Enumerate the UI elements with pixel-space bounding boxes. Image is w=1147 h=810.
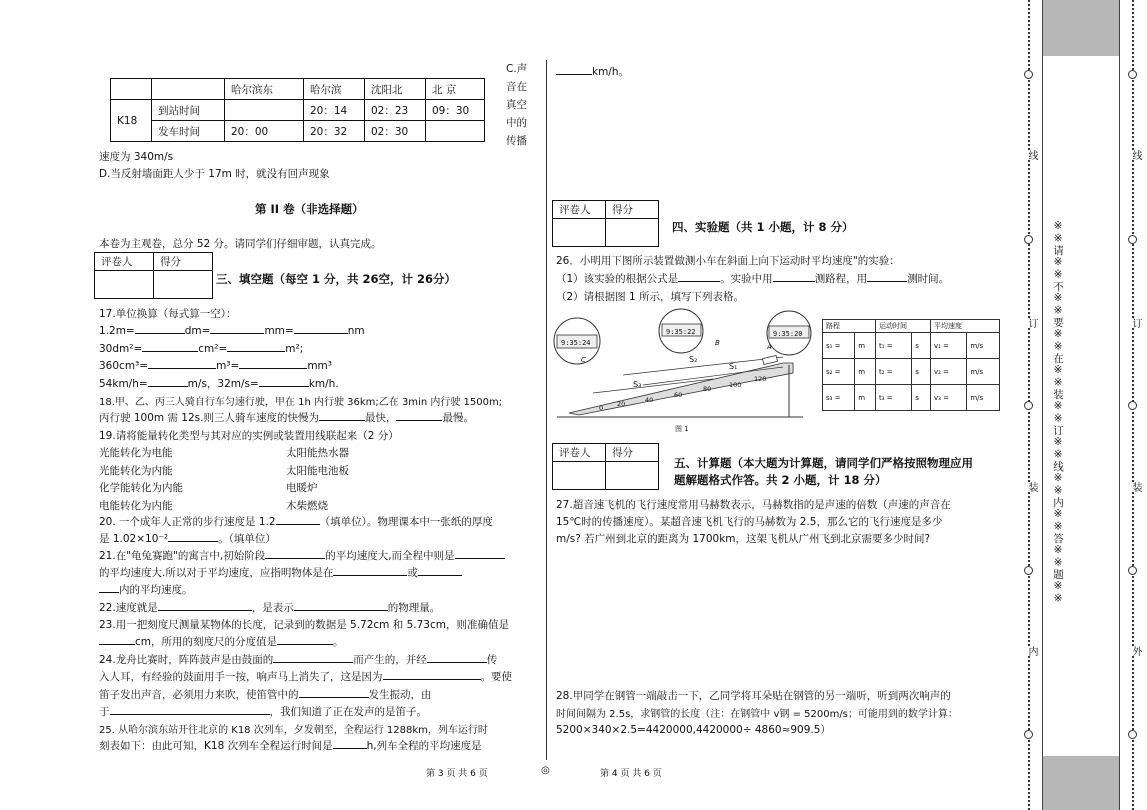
ruler-tick: 40 bbox=[645, 396, 654, 404]
schedule-header-cell: 哈尔滨 bbox=[304, 79, 365, 100]
clock-b-time: 9:35:22 bbox=[666, 328, 696, 336]
clock-c-letter: C bbox=[581, 356, 586, 364]
q17-text: 360cm³= bbox=[99, 360, 149, 372]
schedule-header-cell bbox=[111, 79, 152, 100]
section5-title-line1: 五、计算题（本大题为计算题，请同学们严格按照物理应用 bbox=[674, 456, 973, 470]
clock-a-time: 9:35:20 bbox=[773, 330, 803, 338]
q17-text: mm³ bbox=[307, 360, 332, 372]
q23-line2 bbox=[99, 634, 344, 649]
q24-line3 bbox=[99, 687, 432, 702]
schedule-cell: 20：32 bbox=[304, 121, 365, 142]
q22-line bbox=[99, 600, 440, 615]
q17-text: m²; bbox=[285, 343, 304, 355]
section3-title: 三、填空题（每空 1 分，共 26空，计 26分） bbox=[216, 272, 457, 286]
q25-tail bbox=[556, 64, 629, 79]
binding-warning-text: ※※请※※不※※要※※在※※装※※订※※线※※内※※答※※题※※ bbox=[1052, 220, 1064, 605]
q22-text: ，是表示 bbox=[251, 602, 294, 614]
q24-text: 入人耳，有经验的鼓面用手一按，响声马上消失了，这是因为 bbox=[99, 671, 383, 683]
answer-blank[interactable] bbox=[396, 410, 442, 421]
q17-text: km/h. bbox=[308, 378, 339, 390]
q24-text: 于 bbox=[99, 706, 110, 718]
schedule-header-cell: 北 京 bbox=[426, 79, 485, 100]
q24-text: 而产生的，并经 bbox=[353, 654, 427, 666]
part2-title: 第 II 卷（非选择题） bbox=[255, 202, 364, 216]
answer-blank[interactable] bbox=[299, 687, 369, 698]
q27-line2: 15℃时的传播速度）。某超音速飞机飞行的马赫数为 2.5，那么它的飞行速度是多少 bbox=[556, 516, 943, 528]
measurement-unit[interactable]: m/s bbox=[967, 359, 1000, 385]
answer-blank[interactable] bbox=[99, 582, 119, 593]
binding-hole-icon bbox=[1128, 70, 1137, 79]
answer-blank[interactable] bbox=[158, 600, 252, 611]
ruler-tick: 120 bbox=[754, 375, 767, 383]
q21-text: 内的平均速度。 bbox=[119, 584, 193, 596]
q24-text: 笛子发出声音，必须用力来吹，使笛管中的 bbox=[99, 689, 299, 701]
q21-text: 或 bbox=[407, 567, 418, 579]
q19-right-item[interactable]: 太阳能热水器 bbox=[286, 447, 349, 459]
q24-line2 bbox=[99, 669, 512, 684]
q26-line1: 26．小明用下图所示装置做测小车在斜面上向下运动时平均速度"的实验： bbox=[556, 255, 900, 267]
q17-line1 bbox=[99, 323, 365, 337]
q19-right-list bbox=[286, 445, 349, 515]
schedule-row-label: 到站时间 bbox=[152, 100, 225, 121]
answer-blank[interactable] bbox=[276, 514, 320, 525]
q17-text: m/s，32m/s= bbox=[187, 378, 259, 390]
binding-label-right: 线 bbox=[1130, 150, 1141, 160]
option-c-line: 音在 bbox=[506, 81, 527, 93]
q18-text: 最快， bbox=[364, 412, 397, 424]
q20-line1 bbox=[99, 514, 493, 529]
q19-left-item[interactable]: 光能转化为内能 bbox=[99, 464, 173, 477]
answer-blank[interactable] bbox=[333, 565, 407, 576]
binding-label-right: 订 bbox=[1130, 318, 1141, 328]
binding-gray-block-top bbox=[1042, 0, 1120, 56]
score-box bbox=[94, 252, 213, 299]
q19-right-item[interactable]: 太阳能电池板 bbox=[286, 464, 349, 477]
answer-blank[interactable] bbox=[135, 323, 185, 334]
answer-blank[interactable] bbox=[294, 323, 348, 334]
binding-hole-icon bbox=[1024, 566, 1033, 575]
q18-text: 丙行驶 100m 需 12s.则三人骑车速度的快慢为 bbox=[99, 412, 319, 424]
q20-text: 20. 一个成年人正常的步行速度是 1.2 bbox=[99, 516, 276, 528]
q17-text: nm bbox=[347, 325, 365, 337]
q26-text: 测路程，用 bbox=[814, 273, 868, 285]
score-field[interactable] bbox=[606, 462, 659, 490]
q27-line3: m/s? 若广州到北京的距离为 1700km，这架飞机从广州飞到北京需要多少时间? bbox=[556, 533, 931, 545]
q26-text: 。实验中用 bbox=[720, 273, 773, 285]
answer-blank[interactable] bbox=[142, 341, 198, 352]
q17-line3 bbox=[99, 358, 332, 372]
q23-text: cm，所用的刻度尺的分度值是 bbox=[135, 636, 278, 648]
q25-line2 bbox=[99, 738, 482, 753]
schedule-cell: 20：14 bbox=[304, 100, 365, 121]
ruler-tick: 0 bbox=[599, 404, 604, 412]
measurement-header: 路程 bbox=[823, 320, 876, 333]
grader-label: 评卷人 bbox=[95, 253, 154, 271]
q23-line1: 23.用一把刻度尺测量某物体的长度，记录到的数据是 5.72cm 和 5.73cm，则准确值是 bbox=[99, 619, 509, 631]
q17-line2 bbox=[99, 341, 303, 355]
binding-label-left: 订 bbox=[1026, 318, 1037, 328]
schedule-row-label: 发车时间 bbox=[152, 121, 225, 142]
ruler-tick: 20 bbox=[617, 400, 626, 408]
q17-text: 54km/h= bbox=[99, 378, 148, 390]
clock-c-time: 9:35:24 bbox=[561, 339, 591, 347]
answer-blank[interactable] bbox=[168, 531, 218, 542]
q26-text: （1）该实验的根据公式是 bbox=[556, 273, 679, 285]
q22-text: 的物理量。 bbox=[387, 602, 441, 614]
q24-text: 24.龙舟比赛时，阵阵鼓声是由鼓面的 bbox=[99, 654, 274, 666]
q17-text: dm= bbox=[184, 325, 211, 337]
q20-line2 bbox=[99, 531, 276, 546]
q21-line3 bbox=[99, 582, 193, 597]
s1-label: S₁ bbox=[729, 362, 738, 371]
measurement-label: s₃ = bbox=[823, 385, 855, 411]
q27-answer-area[interactable] bbox=[556, 550, 986, 680]
answer-blank[interactable] bbox=[239, 358, 307, 369]
q17-stem: 17.单位换算（每式算一空）： bbox=[99, 308, 237, 320]
answer-blank[interactable] bbox=[294, 600, 388, 611]
measurement-label: t₂ = bbox=[876, 359, 912, 385]
schedule-header-cell: 沈阳北 bbox=[365, 79, 426, 100]
section4-title: 四、实验题（共 1 小题，计 8 分） bbox=[672, 220, 854, 234]
ruler-tick: 60 bbox=[674, 391, 683, 399]
binding-label-right: 外 bbox=[1130, 646, 1141, 656]
schedule-cell: 02：23 bbox=[365, 100, 426, 121]
q24-text: 传 bbox=[486, 654, 498, 666]
binding-hole-icon bbox=[1128, 566, 1137, 575]
q17-text: m³= bbox=[216, 360, 240, 372]
measurement-table bbox=[822, 319, 1000, 411]
binding-label-left: 内 bbox=[1026, 646, 1037, 656]
binding-hole-icon bbox=[1128, 235, 1137, 244]
option-c-line: 中的 bbox=[506, 117, 527, 129]
measurement-unit[interactable]: m bbox=[855, 359, 876, 385]
answer-blank[interactable] bbox=[867, 271, 907, 282]
q25-line1: 25. 从哈尔滨东站开往北京的 K18 次列车，夕发朝至，全程运行 1288km，列车运行时 bbox=[99, 725, 488, 736]
q21-line1 bbox=[99, 548, 505, 563]
train-schedule-table bbox=[110, 78, 485, 142]
schedule-cell: 20：00 bbox=[225, 121, 304, 142]
score-box bbox=[552, 200, 659, 247]
q25-text: h,列车全程的平均速度是 bbox=[366, 740, 482, 752]
q24-line1 bbox=[99, 652, 497, 667]
answer-blank[interactable] bbox=[678, 271, 720, 282]
measurement-unit[interactable]: s bbox=[912, 333, 931, 359]
binding-label-left: 线 bbox=[1026, 150, 1037, 160]
q19-right-item[interactable]: 电暖炉 bbox=[286, 482, 318, 494]
binding-hole-icon bbox=[1128, 730, 1137, 739]
measurement-label: v₃ = bbox=[931, 385, 967, 411]
option-c-line: C.声 bbox=[506, 63, 528, 75]
answer-blank[interactable] bbox=[110, 704, 270, 715]
binding-hole-icon bbox=[1024, 401, 1033, 410]
q26-line2 bbox=[556, 271, 949, 286]
answer-blank[interactable] bbox=[99, 634, 135, 645]
binding-hole-icon bbox=[1128, 401, 1137, 410]
q19-stem: 19.请将能量转化类型与其对应的实例或装置用线联起来（2 分） bbox=[99, 430, 399, 442]
grader-label: 评卷人 bbox=[553, 201, 606, 219]
q19-left-item[interactable]: 电能转化为内能 bbox=[99, 499, 173, 512]
schedule-header-cell: 哈尔滨东 bbox=[225, 79, 304, 100]
measurement-unit[interactable]: s bbox=[912, 359, 931, 385]
measurement-unit[interactable]: m/s bbox=[967, 333, 1000, 359]
q28-line2: 时间间隔为 2.5s，求钢管的长度（注：在钢管中 v钢 = 5200m/s；可能用到的数学计算： bbox=[556, 709, 958, 720]
q28-line3: 5200×340×2.5=4420000,4420000÷ 4860≈909.5） bbox=[556, 724, 831, 736]
score-box bbox=[552, 443, 659, 490]
measurement-unit[interactable]: m bbox=[855, 385, 876, 411]
s3-label: S₃ bbox=[633, 380, 642, 389]
schedule-cell: 09：30 bbox=[426, 100, 485, 121]
q20-text: （填单位）。物理课本中一张纸的厚度 bbox=[319, 516, 493, 528]
q19-left-item[interactable]: 光能转化为电能 bbox=[99, 447, 173, 459]
q24-text: ，我们知道了正在发声的是笛子。 bbox=[269, 706, 427, 718]
q24-text: 。要使 bbox=[480, 671, 512, 683]
q19-right-item[interactable]: 木柴燃烧 bbox=[286, 499, 328, 512]
q17-line4 bbox=[99, 376, 339, 391]
answer-blank[interactable] bbox=[556, 64, 592, 75]
page-number-right: 第 4 页 共 6 页 bbox=[600, 769, 662, 779]
measurement-label: v₁ = bbox=[931, 333, 967, 359]
answer-blank[interactable] bbox=[333, 738, 367, 749]
measurement-header: 平均速度 bbox=[931, 320, 1000, 333]
binding-gray-block-bottom bbox=[1042, 756, 1120, 810]
q24-line4 bbox=[99, 704, 427, 719]
incline-experiment-figure bbox=[553, 307, 817, 435]
ruler-tick: 100 bbox=[729, 381, 742, 389]
answer-blank[interactable] bbox=[227, 341, 285, 352]
answer-blank[interactable] bbox=[773, 271, 815, 282]
option-d: D.当反射墙面距人少于 17m 时，就没有回声现象 bbox=[99, 168, 330, 180]
measurement-unit[interactable]: m bbox=[855, 333, 876, 359]
q17-text: mm= bbox=[264, 325, 294, 337]
q28-line1: 28.甲同学在钢管一端敲击一下，乙同学将耳朵贴在钢管的另一端听，听到两次响声的 bbox=[556, 690, 951, 702]
q24-text: 发生振动，由 bbox=[368, 689, 432, 701]
q23-text: 。 bbox=[333, 636, 344, 648]
answer-blank[interactable] bbox=[148, 376, 188, 387]
option-c-fragment bbox=[506, 60, 527, 150]
q17-text: cm²= bbox=[198, 343, 228, 355]
q26-line3: （2）请根据图 1 所示，填写下列表格。 bbox=[556, 291, 745, 303]
q21-text: 21.在"龟兔赛跑"的寓言中,初始阶段 bbox=[99, 550, 266, 562]
grader-field[interactable] bbox=[95, 271, 154, 299]
answer-blank[interactable] bbox=[259, 376, 309, 387]
page-number-left: 第 3 页 共 6 页 bbox=[426, 769, 488, 779]
answer-blank[interactable] bbox=[427, 652, 487, 663]
q25-tail-text: km/h。 bbox=[592, 66, 630, 78]
q20-text: 。（填单位） bbox=[218, 533, 276, 545]
figure-caption: 图 1 bbox=[675, 425, 689, 433]
answer-blank[interactable] bbox=[210, 323, 264, 334]
schedule-train-cell: K18 bbox=[111, 100, 152, 142]
q19-left-item[interactable]: 化学能转化为内能 bbox=[99, 482, 183, 494]
s2-label: S₂ bbox=[689, 355, 698, 364]
binding-label-right: 装 bbox=[1130, 482, 1141, 492]
answer-blank[interactable] bbox=[148, 358, 216, 369]
option-c-line: 真空 bbox=[506, 99, 527, 111]
q21-line2 bbox=[99, 565, 462, 580]
center-mark-icon: ◎ bbox=[541, 765, 550, 776]
q20-text: 是 1.02×10⁻² bbox=[99, 533, 169, 545]
measurement-label: s₁ = bbox=[823, 333, 855, 359]
answer-blank[interactable] bbox=[265, 548, 325, 559]
binding-label-left: 装 bbox=[1026, 482, 1037, 492]
binding-hole-icon bbox=[1024, 70, 1033, 79]
measurement-unit[interactable]: m/s bbox=[967, 385, 1000, 411]
answer-blank[interactable] bbox=[273, 652, 353, 663]
schedule-cell bbox=[225, 100, 304, 121]
score-field[interactable] bbox=[606, 219, 659, 247]
column-divider bbox=[546, 60, 547, 760]
q25-text: 刻表如下：由此可知，K18 次列车全程运行时间是 bbox=[99, 740, 333, 752]
binding-hole-icon bbox=[1024, 235, 1033, 244]
clock-b-letter: B bbox=[715, 339, 720, 347]
option-c-line: 传播 bbox=[506, 135, 527, 147]
grader-field[interactable] bbox=[553, 462, 606, 490]
answer-blank[interactable] bbox=[319, 410, 365, 421]
score-label: 得分 bbox=[154, 253, 213, 271]
q18-text: 最慢。 bbox=[442, 412, 474, 424]
q22-text: 22.速度就是 bbox=[99, 602, 158, 614]
q21-text: 的平均速度大,而全程中则是 bbox=[325, 550, 455, 562]
score-label: 得分 bbox=[606, 201, 659, 219]
q17-text: 30dm²= bbox=[99, 343, 143, 355]
answer-blank[interactable] bbox=[277, 634, 333, 645]
q19-left-list bbox=[99, 445, 183, 515]
cart-icon bbox=[763, 356, 778, 365]
schedule-cell bbox=[426, 121, 485, 142]
option-c-tail: 速度为 340m/s bbox=[99, 151, 174, 163]
schedule-header-cell bbox=[152, 79, 225, 100]
q26-text: 测时间。 bbox=[907, 273, 950, 285]
q21-text: 的平均速度大.所以对于平均速度，应指明物体是在 bbox=[99, 567, 334, 579]
answer-blank[interactable] bbox=[418, 565, 462, 576]
q27-line1: 27.超音速飞机的飞行速度常用马赫数表示，马赫数指的是声速的倍数（声速的声音在 bbox=[556, 499, 951, 511]
q18-line2 bbox=[99, 410, 474, 425]
answer-blank[interactable] bbox=[383, 669, 481, 680]
answer-blank[interactable] bbox=[455, 548, 505, 559]
measurement-label: t₁ = bbox=[876, 333, 912, 359]
section5-title-line2: 题解题格式作答。共 2 小题，计 18 分） bbox=[674, 473, 887, 487]
binding-hole-icon bbox=[1024, 730, 1033, 739]
score-label: 得分 bbox=[606, 444, 659, 462]
schedule-cell: 02：30 bbox=[365, 121, 426, 142]
score-field[interactable] bbox=[154, 271, 213, 299]
measurement-label: t₃ = bbox=[876, 385, 912, 411]
grader-field[interactable] bbox=[553, 219, 606, 247]
measurement-header: 运动时间 bbox=[876, 320, 931, 333]
measurement-label: s₂ = bbox=[823, 359, 855, 385]
q18-line1: 18.甲、乙、丙三人骑自行车匀速行驶，甲在 1h 内行驶 36km;乙在 3min 内行驶 1500m; bbox=[99, 397, 503, 408]
clock-a-letter: A bbox=[767, 343, 772, 351]
grader-label: 评卷人 bbox=[553, 444, 606, 462]
part2-intro: 本卷为主观卷，总分 52 分。请同学们仔细审题，认真完成。 bbox=[99, 238, 382, 250]
measurement-label: v₂ = bbox=[931, 359, 967, 385]
q17-text: 1.2m= bbox=[99, 325, 135, 337]
measurement-unit[interactable]: s bbox=[912, 385, 931, 411]
ruler-tick: 80 bbox=[703, 385, 712, 393]
